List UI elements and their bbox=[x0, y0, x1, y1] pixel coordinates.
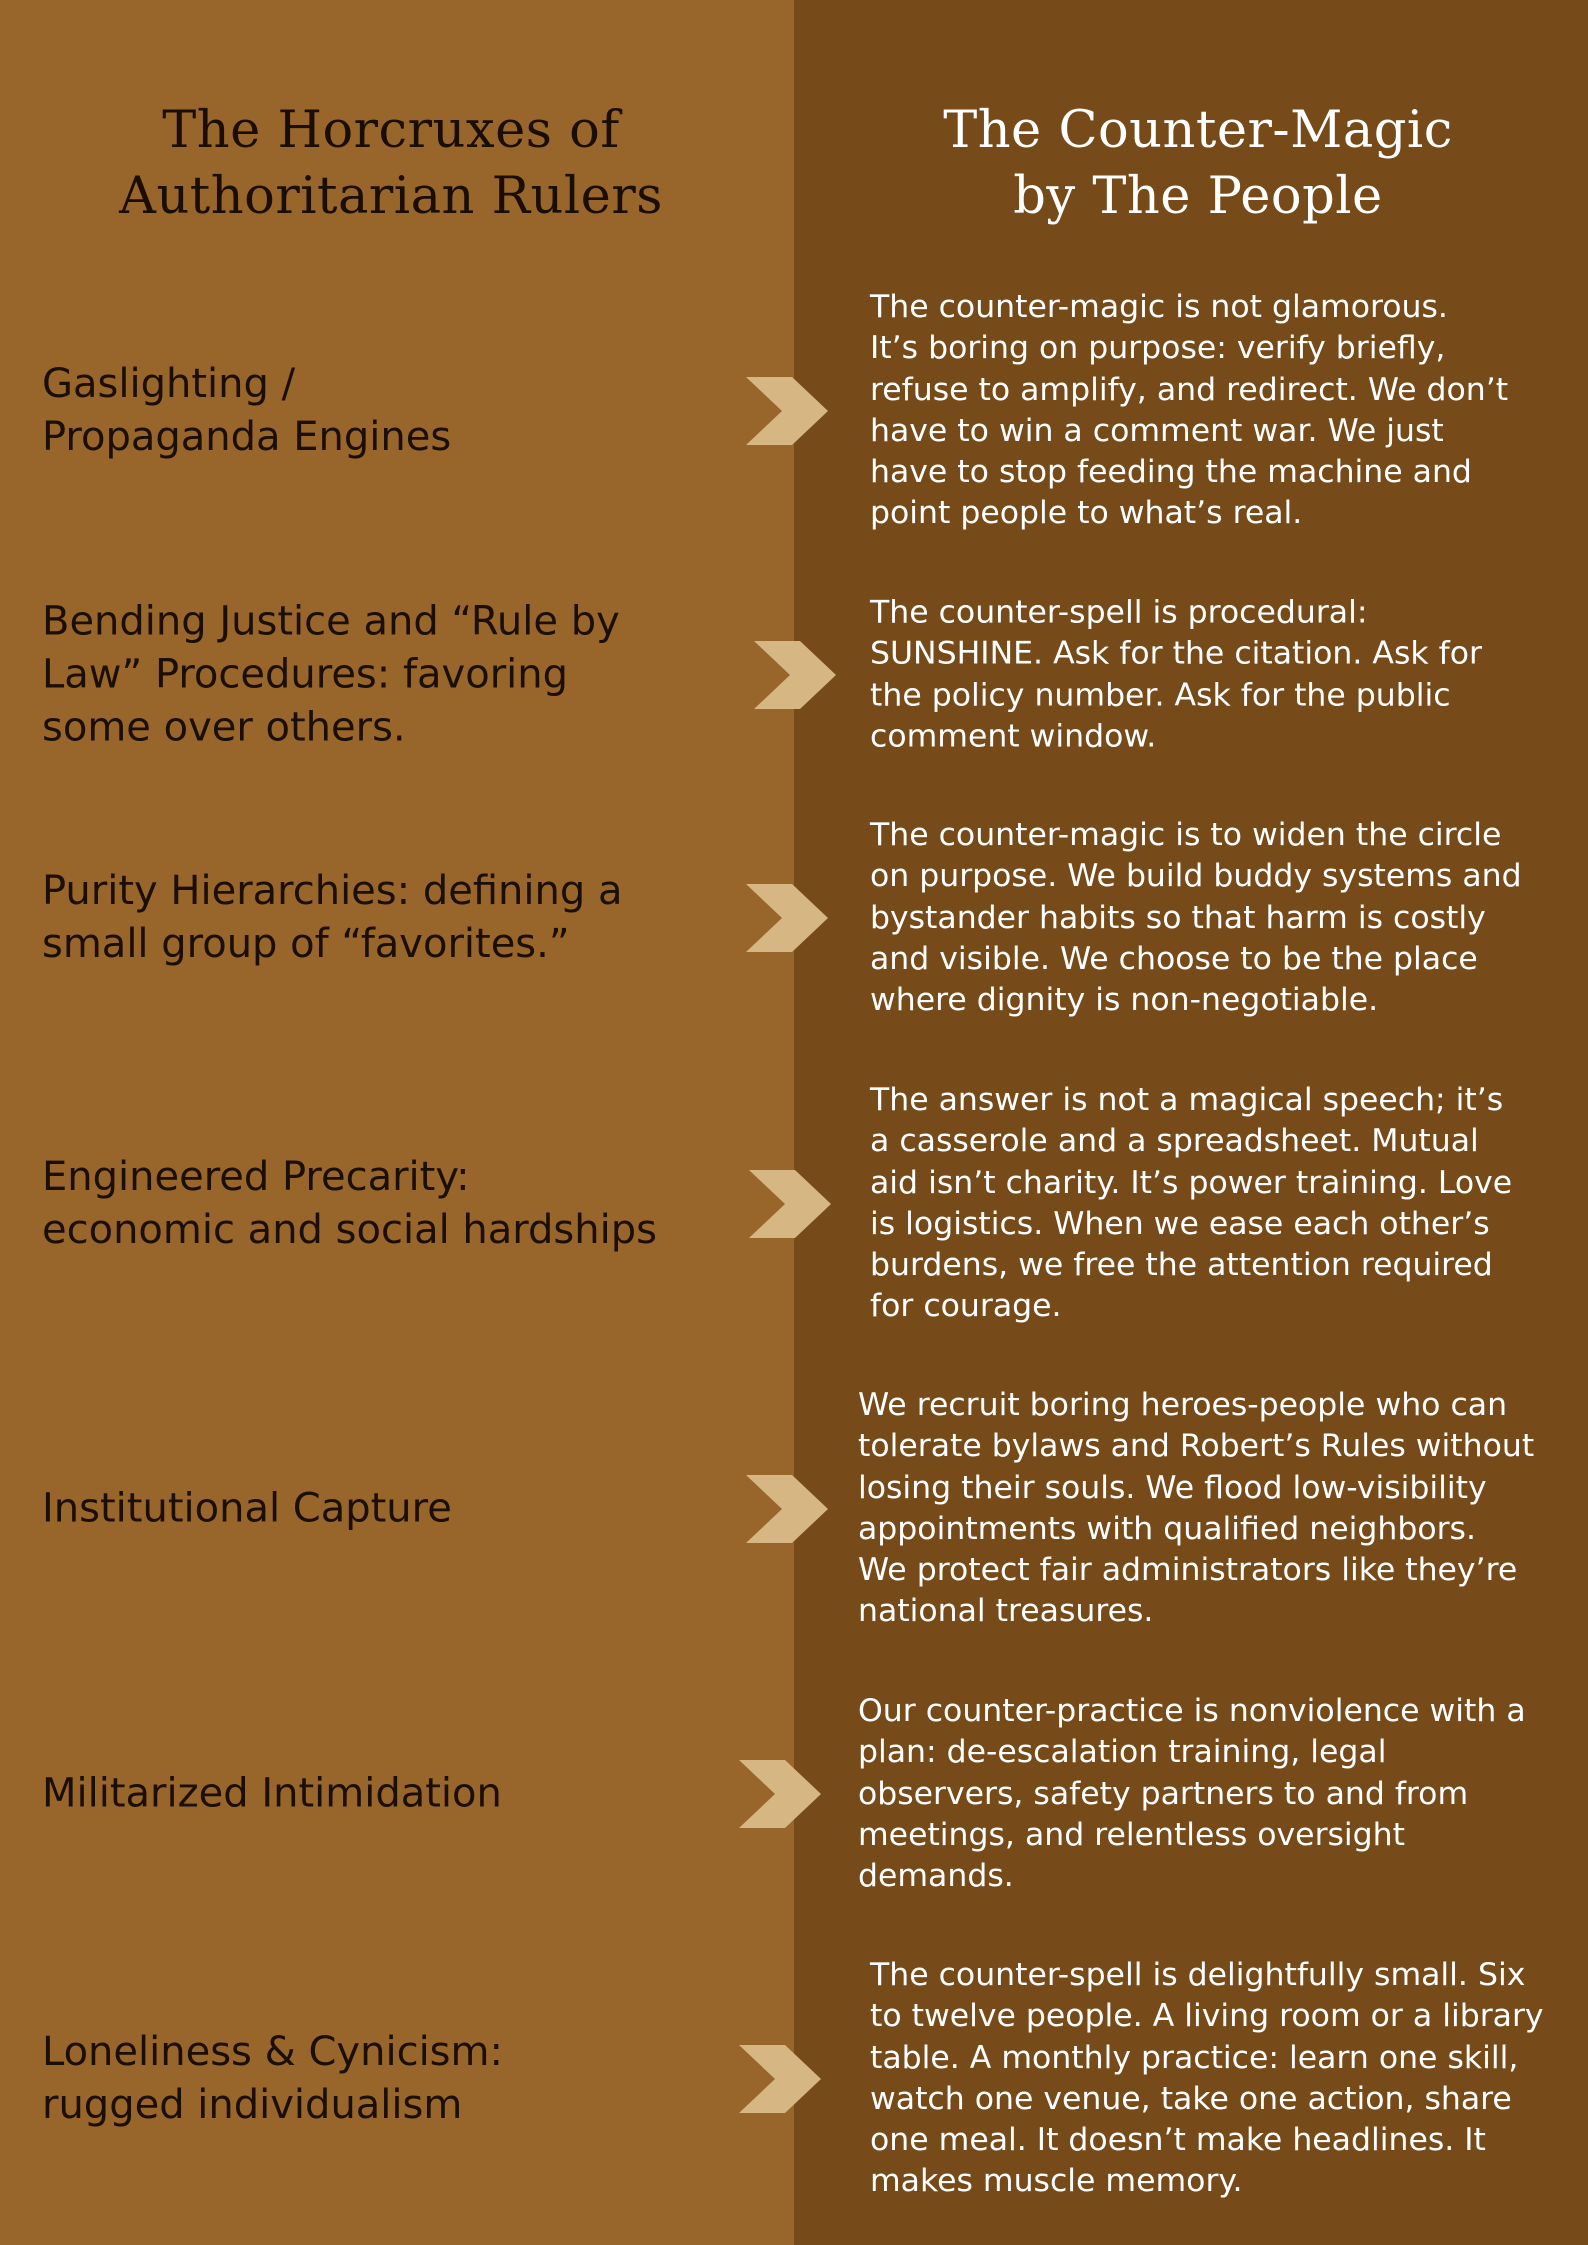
counter-text-line: appointments with qualified neighbors. bbox=[858, 1511, 1476, 1547]
horcrux-title-line: some over others. bbox=[42, 704, 406, 751]
counter-magic-heading-line: by The People bbox=[1013, 167, 1383, 226]
chevron-right-icon bbox=[754, 641, 836, 709]
horcrux-title-line: Bending Justice and “Rule by bbox=[42, 598, 620, 645]
horcrux-militarized-intimidation-title bbox=[42, 1768, 732, 1821]
chevron-right-icon bbox=[739, 1760, 821, 1828]
counter-text-line: refuse to amplify, and redirect. We don’t bbox=[870, 371, 1509, 408]
counter-text-line: The counter-magic is to widen the circle bbox=[870, 816, 1502, 853]
counter-text-line: watch one venue, take one action, share bbox=[870, 2081, 1512, 2117]
horcruxes-heading bbox=[0, 98, 782, 230]
chevron-right-icon bbox=[739, 2045, 821, 2113]
counter-text-line: We recruit boring heroes-people who can bbox=[858, 1387, 1508, 1424]
counter-text-line: point people to what’s real. bbox=[870, 495, 1303, 532]
counter-text-line: the policy number. Ask for the public bbox=[870, 677, 1451, 713]
horcrux-title-line: Propaganda Engines bbox=[42, 414, 452, 460]
horcrux-title-line: small group of “favorites.” bbox=[42, 921, 570, 967]
counter-text-line: demands. bbox=[858, 1857, 1014, 1894]
horcrux-gaslighting-title bbox=[42, 358, 732, 464]
counter-institutional-capture-text bbox=[858, 1385, 1534, 1633]
chevron-right-icon bbox=[746, 884, 828, 952]
horcrux-institutional-capture-title bbox=[42, 1483, 732, 1536]
horcrux-title-line: rugged individualism bbox=[42, 2082, 463, 2128]
counter-text-line: bystander habits so that harm is costly bbox=[870, 899, 1486, 936]
counter-text-line: The counter-spell is delightfully small. Six bbox=[870, 1957, 1526, 1994]
counter-militarized-intimidation-text bbox=[858, 1691, 1526, 1897]
counter-bending-justice-text bbox=[870, 592, 1482, 757]
horcrux-title-line: Militarized Intimidation bbox=[42, 1770, 502, 1817]
counter-text-line: meetings, and relentless oversight bbox=[858, 1816, 1405, 1853]
horcrux-engineered-precarity-title bbox=[42, 1151, 732, 1257]
counter-text-line: tolerate bylaws and Robert’s Rules without bbox=[858, 1428, 1535, 1465]
counter-text-line: have to win a comment war. We just bbox=[870, 413, 1444, 449]
counter-text-line: and visible. We choose to be the place bbox=[870, 940, 1478, 977]
counter-purity-hierarchies-text bbox=[870, 815, 1522, 1021]
horcrux-title-line: Engineered Precarity: bbox=[42, 1154, 470, 1200]
counter-engineered-precarity-text bbox=[870, 1080, 1512, 1328]
counter-text-line: a casserole and a spreadsheet. Mutual bbox=[870, 1123, 1479, 1160]
counter-gaslighting-text bbox=[870, 287, 1508, 535]
horcrux-title-line: Loneliness & Cynicism: bbox=[42, 2029, 503, 2075]
counter-text-line: for courage. bbox=[870, 1288, 1062, 1325]
horcrux-title-line: Gaslighting / bbox=[42, 361, 296, 407]
counter-text-line: have to stop feeding the machine and bbox=[870, 454, 1472, 491]
horcruxes-heading-line: Authoritarian Rulers bbox=[119, 167, 663, 226]
counter-text-line: losing their souls. We flood low-visibility bbox=[858, 1469, 1487, 1506]
counter-magic-heading-line: The Counter-Magic bbox=[943, 101, 1453, 160]
counter-text-line: makes muscle memory. bbox=[870, 2163, 1243, 2200]
horcrux-purity-hierarchies-title bbox=[42, 865, 732, 971]
counter-text-line: The counter-magic is not glamorous. bbox=[870, 289, 1448, 326]
counter-text-line: on purpose. We build buddy systems and bbox=[870, 858, 1522, 895]
counter-text-line: is logistics. When we ease each other’s bbox=[870, 1206, 1490, 1242]
counter-text-line: We protect fair administrators like they’re bbox=[858, 1552, 1518, 1589]
horcrux-title-line: Purity Hierarchies: defining a bbox=[42, 868, 623, 914]
counter-text-line: national treasures. bbox=[858, 1593, 1154, 1630]
counter-text-line: table. A monthly practice: learn one skill, bbox=[870, 2039, 1519, 2076]
horcrux-title-line: Institutional Capture bbox=[42, 1485, 452, 1532]
horcrux-loneliness-cynicism-title bbox=[42, 2026, 732, 2132]
horcrux-bending-justice-title bbox=[42, 596, 732, 755]
chevron-right-icon bbox=[749, 1170, 831, 1238]
counter-magic-heading bbox=[794, 98, 1588, 230]
counter-text-line: Our counter-practice is nonviolence with a bbox=[858, 1692, 1526, 1729]
counter-text-line: SUNSHINE. Ask for the citation. Ask for bbox=[870, 635, 1482, 672]
counter-text-line: aid isn’t charity. It’s power training. Love bbox=[870, 1164, 1513, 1201]
counter-text-line: one meal. It doesn’t make headlines. It bbox=[870, 2122, 1486, 2159]
counter-loneliness-cynicism-text bbox=[870, 1955, 1544, 2203]
horcrux-title-line: Law” Procedures: favoring bbox=[42, 651, 568, 698]
chevron-right-icon bbox=[746, 1475, 828, 1543]
counter-text-line: comment window. bbox=[870, 718, 1157, 755]
counter-text-line: It’s boring on purpose: verify briefly, bbox=[870, 330, 1446, 367]
horcrux-title-line: economic and social hardships bbox=[42, 1207, 657, 1253]
horcruxes-heading-line: The Horcruxes of bbox=[162, 101, 620, 160]
counter-text-line: The counter-spell is procedural: bbox=[870, 594, 1368, 631]
counter-text-line: plan: de-escalation training, legal bbox=[858, 1734, 1387, 1771]
counter-text-line: The answer is not a magical speech; it’s bbox=[870, 1082, 1504, 1119]
counter-text-line: burdens, we free the attention required bbox=[870, 1247, 1493, 1284]
counter-text-line: observers, safety partners to and from bbox=[858, 1775, 1469, 1812]
counter-text-line: where dignity is non-negotiable. bbox=[870, 981, 1379, 1018]
chevron-right-icon bbox=[746, 377, 828, 445]
counter-text-line: to twelve people. A living room or a library bbox=[870, 1998, 1544, 2035]
